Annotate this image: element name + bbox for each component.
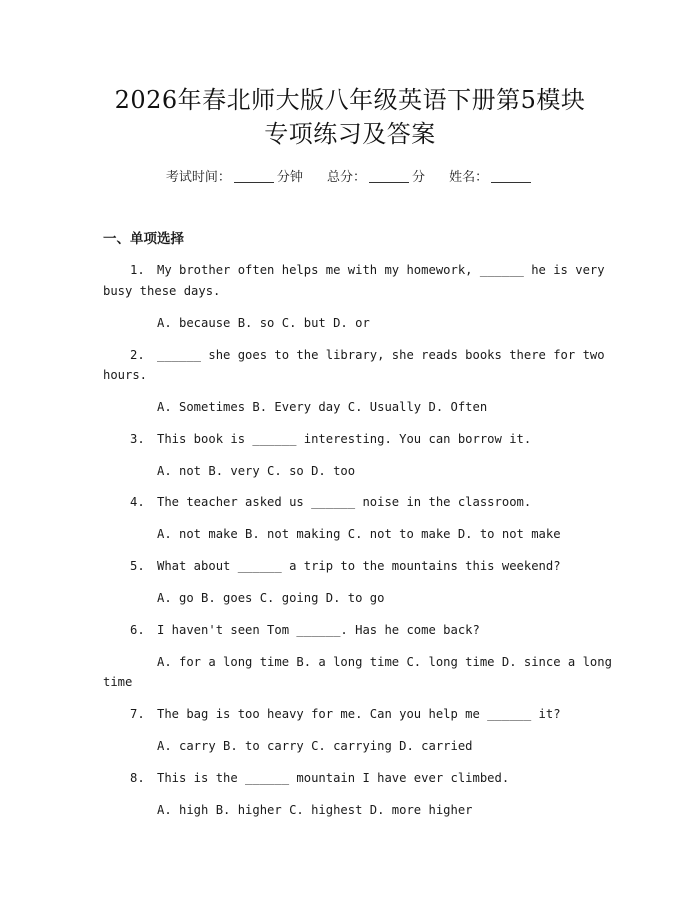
question-5-stem: What about ______ a trip to the mountains this weekend? bbox=[157, 559, 561, 573]
question-4-stem: The teacher asked us ______ noise in the classroom. bbox=[157, 495, 532, 509]
document-title-line-2: 专项练习及答案 bbox=[264, 120, 436, 148]
question-8-stem: This is the ______ mountain I have ever climbed. bbox=[157, 771, 510, 785]
total-score-field bbox=[327, 168, 425, 188]
question-3-number: 3. bbox=[130, 432, 145, 446]
question-8-options: A. high B. higher C. highest D. more higher bbox=[157, 803, 473, 817]
question-4-number: 4. bbox=[130, 495, 145, 509]
question-5-options: A. go B. goes C. going D. to go bbox=[157, 591, 385, 605]
exam-time-unit: 分钟 bbox=[276, 170, 303, 185]
question-7-options: A. carry B. to carry C. carrying D. carried bbox=[157, 739, 473, 753]
question-1-stem-cont: busy these days. bbox=[103, 284, 221, 298]
question-2-number: 2. bbox=[130, 348, 145, 362]
total-score-unit: 分 bbox=[412, 170, 426, 185]
student-name-blank bbox=[491, 168, 531, 183]
question-4-options: A. not make B. not making C. not to make D. to not make bbox=[157, 527, 561, 541]
question-2-stem: ______ she goes to the library, she reads books there for two bbox=[157, 348, 605, 362]
question-5-number: 5. bbox=[130, 559, 145, 573]
question-2-options: A. Sometimes B. Every day C. Usually D. Often bbox=[157, 400, 488, 414]
question-1-options: A. because B. so C. but D. or bbox=[157, 316, 370, 330]
question-6-stem: I haven't seen Tom ______. Has he come back? bbox=[157, 623, 480, 637]
question-1-stem: My brother often helps me with my homework, ______ he is very bbox=[157, 263, 605, 277]
question-3-options: A. not B. very C. so D. too bbox=[157, 464, 356, 478]
question-2-stem-cont: hours. bbox=[103, 368, 148, 382]
question-6-options: A. for a long time B. a long time C. long time D. since a long bbox=[157, 655, 612, 669]
document-title-line-1: 2026年春北师大版八年级英语下册第5模块 bbox=[114, 86, 586, 114]
total-score-blank bbox=[369, 168, 409, 183]
question-3-stem: This book is ______ interesting. You can borrow it. bbox=[157, 432, 532, 446]
student-name-label: 姓名： bbox=[449, 170, 489, 185]
student-name-field bbox=[449, 168, 534, 188]
exam-time-blank bbox=[234, 168, 274, 183]
exam-time-label: 考试时间： bbox=[165, 170, 231, 185]
question-1-number: 1. bbox=[130, 263, 145, 277]
exam-time-field bbox=[166, 168, 303, 188]
total-score-label: 总分： bbox=[326, 170, 366, 185]
section-heading-single-choice: 一、单项选择 bbox=[103, 231, 184, 247]
question-7-stem: The bag is too heavy for me. Can you help me ______ it? bbox=[157, 707, 561, 721]
question-6-options-cont: time bbox=[103, 675, 133, 689]
question-8-number: 8. bbox=[130, 771, 145, 785]
question-6-number: 6. bbox=[130, 623, 145, 637]
exam-info-row bbox=[0, 168, 700, 188]
question-7-number: 7. bbox=[130, 707, 145, 721]
